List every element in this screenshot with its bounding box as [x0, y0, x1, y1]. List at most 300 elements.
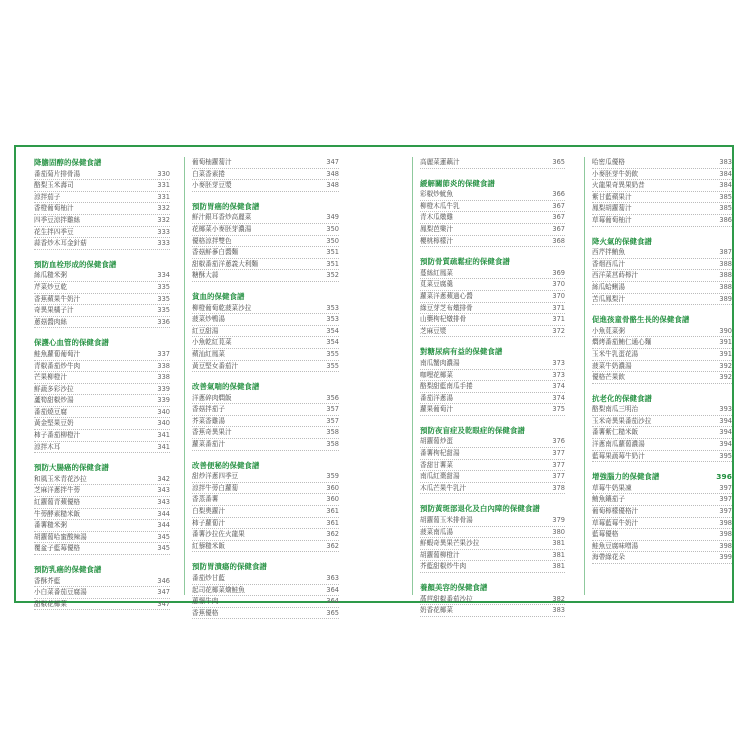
page-number: 340 — [157, 419, 170, 428]
toc-column-1 — [34, 157, 194, 610]
page-number: 376 — [552, 437, 565, 446]
section-title: 預防胃癌的保健食譜 — [192, 201, 260, 211]
toc-entry — [34, 576, 170, 588]
recipe-name: 和風玉米青花沙拉 — [34, 474, 87, 483]
page-number: 380 — [552, 527, 565, 536]
toc-entry — [34, 474, 170, 486]
toc-entry — [34, 384, 170, 396]
recipe-name: 高麗菜蓮藕汁 — [420, 158, 460, 166]
toc-entry — [34, 203, 170, 215]
section-title: 抗老化的保健食譜 — [592, 393, 652, 403]
section-heading — [420, 582, 565, 594]
toc-entry — [420, 303, 565, 315]
page-number: 399 — [719, 553, 732, 562]
page-number: 377 — [552, 449, 565, 458]
page-number: 388 — [719, 259, 732, 268]
recipe-name: 鮭魚豆腐味噌湯 — [592, 541, 639, 550]
section-heading — [192, 561, 339, 573]
recipe-name: 芥藍甜椒炒牛肉 — [420, 562, 467, 571]
column-divider — [584, 157, 585, 595]
page-number: 374 — [552, 382, 565, 391]
recipe-name: 番薯枸杞甜湯 — [420, 449, 460, 458]
toc-entry — [34, 227, 170, 239]
recipe-name: 藍莓果蔬莓牛奶汁 — [592, 451, 645, 460]
recipe-name: 芝麻洋蔥拌牛蒡 — [34, 486, 81, 495]
recipe-name: 四季豆涼拌雞絲 — [34, 215, 81, 224]
page-number: 393 — [719, 405, 732, 414]
recipe-name: 小魚乾紅莧菜 — [192, 338, 232, 347]
toc-entry — [592, 506, 732, 518]
page-number: 392 — [719, 361, 732, 370]
page-number: 357 — [326, 416, 339, 425]
toc-column-2 — [192, 157, 352, 619]
section-gap — [192, 372, 352, 381]
section-heading — [192, 201, 339, 213]
toc-entry — [192, 483, 339, 495]
page-number: 335 — [157, 306, 170, 315]
page-number: 357 — [326, 405, 339, 414]
recipe-name: 香蕉優格 — [192, 608, 219, 617]
recipe-name: 木瓜芒果牛乳汁 — [420, 483, 467, 492]
section-gap — [592, 462, 750, 471]
toc-entry — [192, 608, 339, 620]
page-number: 330 — [157, 169, 170, 178]
recipe-name: 藍莓優格 — [592, 530, 619, 539]
section-title: 預防胃潰瘍的保健食譜 — [192, 562, 267, 572]
recipe-name: 西芹拌鮪魚 — [592, 248, 625, 257]
recipe-name: 花生拌四季豆 — [34, 227, 74, 236]
toc-entry — [192, 393, 339, 405]
recipe-name: 玉米牛乳蛋花湯 — [592, 349, 639, 358]
section-heading — [592, 393, 732, 405]
toc-entry — [420, 404, 565, 416]
toc-entry — [34, 305, 170, 317]
toc-entry — [192, 439, 339, 451]
recipe-name: 蘆筍甜椒炒湯 — [34, 396, 74, 405]
section-title: 預防黃斑部退化及白內障的保健食譜 — [420, 504, 540, 514]
recipe-name: 蔓絲紅鳳菜 — [420, 268, 453, 277]
page-number: 385 — [719, 192, 732, 201]
section-heading — [592, 236, 732, 248]
page-number: 370 — [552, 280, 565, 289]
recipe-name: 芝麻豆漿 — [420, 326, 447, 335]
section-heading — [592, 314, 732, 326]
recipe-name: 菠菜炒鴨湯 — [192, 315, 225, 324]
section-heading — [420, 503, 565, 515]
toc-column-3 — [420, 157, 580, 617]
recipe-name: 番薯沙拉佐火龍果 — [192, 530, 245, 539]
section-heading — [34, 157, 170, 169]
recipe-name: 芹菜炒豆乾 — [34, 282, 67, 291]
page-number: 372 — [552, 326, 565, 335]
page-number: 371 — [552, 303, 565, 312]
toc-entry — [34, 509, 170, 521]
page-number: 389 — [719, 294, 732, 303]
section-gap — [420, 416, 580, 425]
section-title: 緩解關節炎的保健食譜 — [420, 178, 495, 188]
section-gap — [192, 282, 352, 291]
page-number: 339 — [157, 396, 170, 405]
recipe-name: 小麥胚芽豆漿 — [192, 181, 232, 190]
page-number: 381 — [552, 550, 565, 559]
page-number: 398 — [719, 541, 732, 550]
toc-entry — [192, 303, 339, 315]
recipe-name: 胡蘿蔔玉米排骨湯 — [420, 516, 473, 525]
page-number: 382 — [552, 594, 565, 603]
toc-entry — [592, 157, 732, 169]
recipe-name: 洋蔥碎肉燜飯 — [192, 393, 232, 402]
page-number: 361 — [326, 518, 339, 527]
section-title: 降火氣的保健食譜 — [592, 236, 652, 246]
section-heading — [34, 259, 170, 271]
recipe-name: 花椰菜小麥胚芽濃湯 — [192, 224, 252, 233]
recipe-name: 番茄洋蔥湯 — [420, 393, 453, 402]
recipe-name: 奇異果橘子汁 — [34, 306, 74, 315]
toc-entry — [420, 538, 565, 550]
page-number: 370 — [552, 291, 565, 300]
toc-entry — [192, 596, 339, 608]
toc-entry — [420, 358, 565, 370]
recipe-name: 燜烤番茄鮪仁通心麵 — [592, 338, 652, 347]
toc-entry — [420, 515, 565, 527]
page-number: 364 — [326, 585, 339, 594]
recipe-name: 絲瓜蛤蜊湯 — [592, 282, 625, 291]
recipe-name: 香菇鮮蔘白醬麵 — [192, 248, 239, 257]
toc-entry — [592, 416, 732, 428]
page-number: 336 — [157, 317, 170, 326]
section-title: 預防乳癌的保健食譜 — [34, 565, 102, 574]
section-heading — [192, 460, 339, 472]
page-number: 354 — [326, 326, 339, 335]
recipe-name: 黃金堅果豆奶 — [34, 419, 74, 428]
section-heading — [34, 564, 170, 576]
page-number: 351 — [326, 259, 339, 268]
toc-entry — [420, 460, 565, 472]
recipe-name: 青椒番茄炒牛肉 — [34, 361, 81, 370]
recipe-name: 莧菜豆腐羹 — [420, 280, 453, 289]
recipe-name: 紅蘿蔔青蘋優格 — [34, 498, 81, 507]
toc-entry — [34, 418, 170, 430]
recipe-name: 涼拌茄子 — [34, 192, 61, 201]
page-number: 381 — [552, 539, 565, 548]
section-gap — [420, 247, 580, 256]
toc-entry — [592, 372, 732, 384]
recipe-name: 蕙憬牛肉 — [192, 597, 219, 606]
recipe-name: 草莓藍莓牛奶汁 — [592, 518, 639, 527]
recipe-name: 優格芒果飲 — [592, 373, 625, 382]
toc-entry — [420, 326, 565, 338]
page-number: 391 — [719, 349, 732, 358]
page-number: 361 — [326, 507, 339, 516]
section-title: 增強腦力的保健食譜 — [592, 472, 660, 482]
toc-entry — [420, 605, 565, 617]
page-number: 337 — [157, 349, 170, 358]
page-number: 350 — [326, 224, 339, 233]
page-number: 377 — [552, 460, 565, 469]
page-number: 364 — [326, 597, 339, 606]
section-title: 改善便秘的保健食譜 — [192, 460, 260, 470]
toc-entry — [192, 349, 339, 361]
toc-entry — [420, 201, 565, 213]
page-number: 350 — [326, 236, 339, 245]
recipe-name: 蘿果葡萄汁 — [420, 405, 453, 414]
recipe-name: 芒果柳橙汁 — [34, 373, 67, 382]
recipe-name: 香蒸番薯 — [192, 495, 219, 504]
toc-entry — [192, 247, 339, 259]
toc-entry — [192, 471, 339, 483]
column-divider — [412, 157, 413, 595]
toc-entry — [192, 585, 339, 597]
page-number: 348 — [326, 169, 339, 178]
recipe-name: 香蕉奇異果汁 — [192, 428, 232, 437]
toc-entry — [592, 294, 732, 306]
recipe-name: 香甜甘薯菜 — [420, 460, 453, 469]
page-number: 347 — [157, 588, 170, 597]
page-number: 338 — [157, 361, 170, 370]
page-number: 388 — [719, 282, 732, 291]
page-number: 349 — [326, 213, 339, 222]
toc-column-4 — [592, 157, 750, 564]
recipe-name: 西洋菜莒蒔檸汁 — [592, 271, 639, 280]
toc-entry — [592, 270, 732, 282]
toc-entry — [34, 599, 170, 611]
toc-entry — [34, 497, 170, 509]
page-number: 335 — [157, 282, 170, 291]
recipe-name: 鮪魚鑲茄子 — [592, 495, 625, 504]
recipe-name: 香菇拌茄子 — [192, 405, 225, 414]
recipe-name: 白梨奧蘿汁 — [192, 507, 225, 516]
page-number: 343 — [157, 498, 170, 507]
recipe-name: 絲瓜糙米粥 — [34, 271, 67, 280]
recipe-name: 香橙葡萄柚汁 — [34, 204, 74, 213]
page-number: 338 — [157, 373, 170, 382]
toc-entry — [420, 483, 565, 495]
page-number: 344 — [157, 509, 170, 518]
section-heading — [420, 425, 565, 437]
recipe-name: 起司花椰菜燴鮭魚 — [192, 585, 245, 594]
toc-entry — [34, 215, 170, 227]
recipe-name: 小白菜番茄豆腐湯 — [34, 588, 87, 597]
section-gap — [34, 555, 194, 564]
recipe-name: 鳳梨胡蘿蔔汁 — [592, 204, 632, 213]
recipe-name: 香酥芥藍 — [34, 576, 61, 585]
toc-entry — [192, 212, 339, 224]
toc-entry — [420, 279, 565, 291]
recipe-name: 牛蒡酵素糙米飯 — [34, 509, 81, 518]
toc-entry — [192, 494, 339, 506]
toc-entry — [34, 294, 170, 306]
toc-entry — [592, 439, 732, 451]
section-gap — [592, 384, 750, 393]
recipe-name: 酪梨玉米壽司 — [34, 181, 74, 190]
toc-entry — [592, 483, 732, 495]
recipe-name: 蘋汕紅鳳菜 — [192, 349, 225, 358]
page-number: 355 — [326, 361, 339, 370]
page-number: 346 — [157, 576, 170, 585]
recipe-name: 柿子番茄柳橙汁 — [34, 431, 81, 440]
toc-entry — [420, 268, 565, 280]
recipe-name: 彩椒炒魷魚 — [420, 190, 453, 199]
toc-entry — [592, 494, 732, 506]
toc-entry — [420, 314, 565, 326]
section-title: 促進孩童骨骼生長的保健食譜 — [592, 315, 690, 325]
section-gap — [34, 328, 194, 337]
toc-entry — [192, 416, 339, 428]
recipe-name: 苦瓜鳳梨汁 — [592, 294, 625, 303]
recipe-name: 南瓜蟹肉濃湯 — [420, 358, 460, 367]
page-number: 355 — [326, 349, 339, 358]
section-gap — [34, 453, 194, 462]
page-number: 332 — [157, 215, 170, 224]
recipe-name: 鮮蝦奇異果芒果沙拉 — [420, 539, 480, 548]
section-title: 對糖尿病有益的保健食譜 — [420, 347, 503, 357]
page-number: 394 — [719, 428, 732, 437]
page-number: 377 — [552, 472, 565, 481]
recipe-name: 鳳梨芭樂汁 — [420, 224, 453, 233]
recipe-name: 胡蘿蔔哈蜜酸辣湯 — [34, 532, 87, 541]
section-page-number: 396 — [716, 472, 732, 482]
toc-entry — [592, 541, 732, 553]
recipe-name: 奶香花椰菜 — [420, 606, 453, 615]
page-number: 385 — [719, 204, 732, 213]
toc-entry — [34, 543, 170, 555]
toc-entry — [420, 436, 565, 448]
recipe-name: 甜椒花椰菜 — [34, 599, 67, 608]
recipe-name: 洋蔥南瓜蘿蔔濃湯 — [592, 440, 645, 449]
toc-entry — [34, 372, 170, 384]
toc-entry — [420, 393, 565, 405]
toc-entry — [192, 529, 339, 541]
page-number: 342 — [157, 474, 170, 483]
recipe-name: 玉米奇異果番茄沙拉 — [592, 416, 652, 425]
page-number: 335 — [157, 294, 170, 303]
section-heading — [34, 337, 170, 349]
page-number: 387 — [719, 248, 732, 257]
recipe-name: 南瓜紅棗甜湯 — [420, 472, 460, 481]
section-gap — [420, 573, 580, 582]
recipe-name: 香烟西瓜汁 — [592, 259, 625, 268]
toc-entry — [592, 247, 732, 259]
toc-entry — [192, 404, 339, 416]
section-heading — [592, 471, 732, 483]
toc-entry — [34, 442, 170, 454]
toc-entry — [592, 326, 732, 338]
page-number: 362 — [326, 530, 339, 539]
page-number: 345 — [157, 544, 170, 553]
page-number: 365 — [552, 158, 565, 166]
toc-entry — [592, 192, 732, 204]
recipe-name: 酪梨甜藍南瓜手捲 — [420, 382, 473, 391]
toc-entry — [192, 337, 339, 349]
page-number: 362 — [326, 541, 339, 550]
toc-entry — [34, 532, 170, 544]
recipe-name: 鮮蔬多彩沙拉 — [34, 384, 74, 393]
page-number: 374 — [552, 393, 565, 402]
page-number: 398 — [719, 518, 732, 527]
page-number: 352 — [326, 271, 339, 280]
toc-entry — [34, 169, 170, 181]
recipe-name: 酪梨南瓜三明治 — [592, 405, 639, 414]
toc-entry — [420, 550, 565, 562]
page-number: 386 — [719, 215, 732, 224]
toc-entry — [592, 349, 732, 361]
toc-entry — [420, 448, 565, 460]
toc-entry — [420, 561, 565, 573]
toc-entry — [34, 407, 170, 419]
section-title: 降膽固醇的保健食譜 — [34, 158, 102, 167]
toc-entry — [34, 361, 170, 373]
toc-entry — [192, 518, 339, 530]
page-number: 333 — [157, 227, 170, 236]
section-gap — [592, 227, 750, 236]
page-number: 397 — [719, 483, 732, 492]
page-number: 369 — [552, 268, 565, 277]
page-number: 356 — [326, 393, 339, 402]
page-number: 358 — [326, 440, 339, 449]
page-number: 331 — [157, 181, 170, 190]
page-number: 366 — [552, 190, 565, 199]
toc-entry — [192, 541, 339, 553]
page-number: 367 — [552, 224, 565, 233]
recipe-name: 柳橙葡萄乾菠菜沙拉 — [192, 303, 252, 312]
recipe-name: 海帶綠花朵 — [592, 553, 625, 562]
recipe-name: 覆盆子藍莓優格 — [34, 544, 81, 553]
recipe-name: 小麥胚芽牛奶飲 — [592, 169, 639, 178]
section-title: 預防血栓形成的保健食譜 — [34, 259, 117, 269]
toc-entry — [420, 212, 565, 224]
page-number: 394 — [719, 440, 732, 449]
recipe-name: 蒜香炒木耳金針菇 — [34, 239, 87, 248]
page-number: 390 — [719, 326, 732, 335]
page-number: 333 — [157, 239, 170, 248]
page-number: 341 — [157, 442, 170, 451]
recipe-name: 柿子蘿蔔汁 — [192, 518, 225, 527]
toc-entry — [192, 573, 339, 585]
toc-entry — [592, 259, 732, 271]
toc-entry — [34, 349, 170, 361]
toc-entry — [592, 169, 732, 181]
page-number: 340 — [157, 407, 170, 416]
recipe-name: 番薯糙米粥 — [34, 521, 67, 530]
page-number: 384 — [719, 169, 732, 178]
recipe-name: 甜炒洋蔥四季豆 — [192, 472, 239, 481]
page-number: 353 — [326, 303, 339, 312]
recipe-name: 黃豆堅女番茄汁 — [192, 361, 239, 370]
section-title: 預防骨質疏鬆症的保健食譜 — [420, 257, 510, 267]
section-heading — [192, 291, 339, 303]
recipe-name: 紫甘藍蘋果汁 — [592, 192, 632, 201]
toc-entry — [192, 506, 339, 518]
page-number: 341 — [157, 431, 170, 440]
recipe-name: 番薯紫仁糙米飯 — [592, 428, 639, 437]
toc-entry — [592, 518, 732, 530]
page-number: 348 — [326, 181, 339, 190]
toc-entry — [420, 224, 565, 236]
recipe-name: 番茄菊片排骨湯 — [34, 169, 81, 178]
recipe-name: 胡蘿蔔柳橙汁 — [420, 550, 460, 559]
toc-entry — [192, 270, 339, 282]
page-number: 332 — [157, 204, 170, 213]
page-number: 368 — [552, 236, 565, 245]
toc-entry — [420, 236, 565, 248]
toc-entry — [592, 203, 732, 215]
recipe-name: 火龍果奇異果奶昔 — [592, 181, 645, 190]
toc-entry — [420, 527, 565, 539]
toc-entry — [420, 370, 565, 382]
page-number: 347 — [157, 599, 170, 608]
recipe-name: 菠菜牛奶濃湯 — [592, 361, 632, 370]
page-number: 360 — [326, 483, 339, 492]
